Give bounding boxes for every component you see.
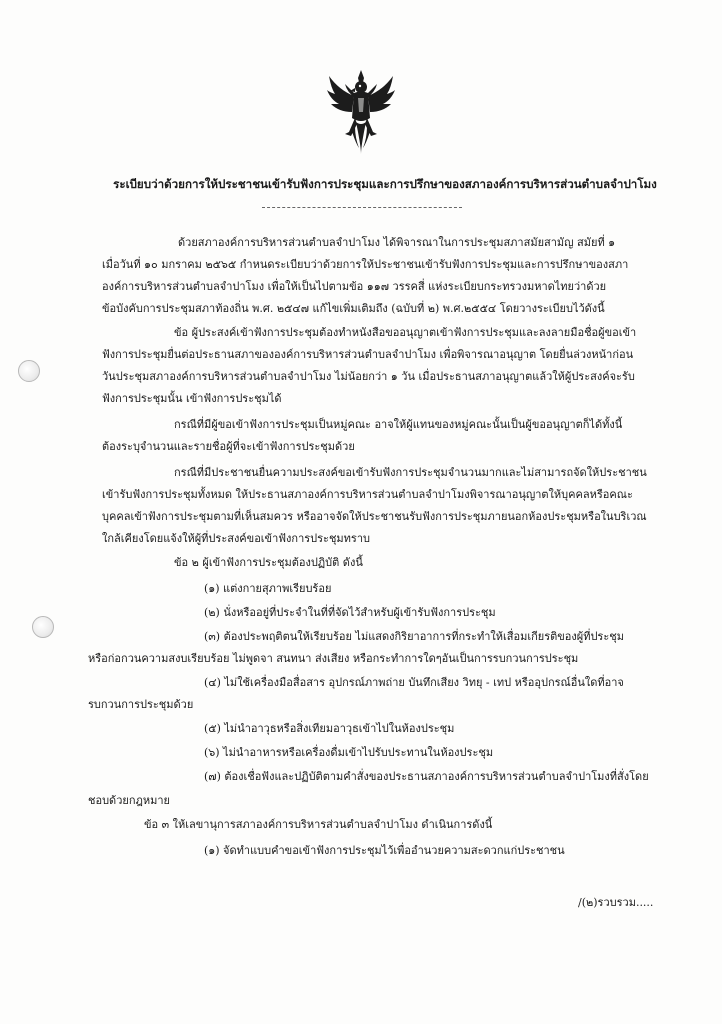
body-line: ฟังการประชุมยื่นต่อประธานสภาขององค์การบริหารส่วนตำบลจำปาโมง เพื่อพิจารณาอนุญาต โดยยื่นล่วงหน้าก่อน [102, 348, 634, 361]
body-line: ต้องระบุจำนวนและรายชื่อผู้ที่จะเข้าฟังการประชุมด้วย [102, 440, 355, 453]
punch-hole-bottom [32, 616, 54, 638]
body-line: วันประชุมสภาองค์การบริหารส่วนตำบลจำปาโมง ไม่น้อยกว่า ๑ วัน เมื่อประธานสภาอนุญาตแล้วให้ผู้ประสงค์จะรับ [102, 370, 635, 383]
body-line: ใกล้เคียงโดยแจ้งให้ผู้ที่ประสงค์ขอเข้าฟังการประชุมทราบ [102, 532, 370, 545]
section-heading: ข้อ ๒ ผู้เข้าฟังการประชุมต้องปฏิบัติ ดังนี้ [174, 556, 363, 569]
garuda-emblem [325, 68, 397, 158]
body-line: รบกวนการประชุมด้วย [88, 698, 194, 711]
title-divider [262, 207, 462, 208]
body-line: องค์การบริหารส่วนตำบลจำปาโมง เพื่อให้เป็นไปตามข้อ ๑๑๗ วรรคสี่ แห่งระเบียบกระทรวงมหาดไทยว่าด้วย [102, 280, 607, 293]
page-continuation: /(๒)รวบรวม..... [578, 896, 654, 909]
body-line: บุคคลเข้าฟังการประชุมตามที่เห็นสมควร หรืออาจจัดให้ประชาชนรับฟังการประชุมภายนอกห้องประชุมหรือในบริเวณ [102, 510, 647, 523]
body-line: หรือก่อกวนความสงบเรียบร้อย ไม่พูดจา สนทนา ส่งเสียง หรือกระทำการใดๆอันเป็นการรบกวนการประชุม [88, 652, 579, 665]
body-line: ข้อบังคับการประชุมสภาท้องถิ่น พ.ศ. ๒๕๔๗ แก้ไขเพิ่มเติมถึง (ฉบับที่ ๒) พ.ศ.๒๕๕๔ โดยวางระเบียบไว้ดังนี้ [102, 302, 605, 315]
list-item: (๕) ไม่นำอาวุธหรือสิ่งเทียมอาวุธเข้าไปในห้องประชุม [204, 722, 455, 735]
body-line: กรณีที่มีประชาชนยื่นความประสงค์ขอเข้ารับฟังการประชุมจำนวนมากและไม่สามารถจัดให้ประชาชน [174, 466, 647, 479]
body-line: เข้ารับฟังการประชุมทั้งหมด ให้ประธานสภาองค์การบริหารส่วนตำบลจำปาโมงพิจารณาอนุญาตให้บุคคลหรือคณะ [102, 488, 633, 501]
body-line: ด้วยสภาองค์การบริหารส่วนตำบลจำปาโมง ได้พิจารณาในการประชุมสภาสมัยสามัญ สมัยที่ ๑ [178, 236, 616, 249]
punch-hole-top [18, 360, 40, 382]
list-item: (๓) ต้องประพฤติตนให้เรียบร้อย ไม่แสดงกิริยาอาการที่กระทำให้เสื่อมเกียรติของผู้ที่ประชุม [204, 630, 624, 643]
body-line: ชอบด้วยกฎหมาย [88, 794, 170, 807]
body-line: เมื่อวันที่ ๑๐ มกราคม ๒๕๖๕ กำหนดระเบียบว่าด้วยการให้ประชาชนเข้ารับฟังการประชุมและการปรึกษาของสภา [102, 258, 629, 271]
body-line: กรณีที่มีผู้ขอเข้าฟังการประชุมเป็นหมู่คณะ อาจให้ผู้แทนของหมู่คณะนั้นเป็นผู้ขออนุญาตก็ได้ทั้งนี้ [174, 418, 623, 431]
list-item: (๖) ไม่นำอาหารหรือเครื่องดื่มเข้าไปรับประทานในห้องประชุม [204, 746, 494, 759]
list-item: (๑) แต่งกายสุภาพเรียบร้อย [204, 582, 332, 595]
list-item: (๒) นั่งหรืออยู่ที่ประจำในที่ที่จัดไว้สำหรับผู้เข้ารับฟังการประชุม [204, 606, 496, 619]
list-item: (๔) ไม่ใช้เครื่องมือสื่อสาร อุปกรณ์ภาพถ่าย บันทึกเสียง วิทยุ - เทป หรืออุปกรณ์อื่นใดที่อาจ [204, 676, 624, 689]
section-heading: ข้อ ๓ ให้เลขานุการสภาองค์การบริหารส่วนตำบลจำปาโมง ดำเนินการดังนี้ [144, 818, 493, 831]
list-item: (๗) ต้องเชื่อฟังและปฏิบัติตามคำสั่งของประธานสภาองค์การบริหารส่วนตำบลจำปาโมงที่สั่งโดย [204, 770, 649, 783]
body-line: ข้อ ผู้ประสงค์เข้าฟังการประชุมต้องทำหนังสือขออนุญาตเข้าฟังการประชุมและลงลายมือชื่อผู้ขอเข้า [174, 326, 637, 339]
document-title: ระเบียบว่าด้วยการให้ประชาชนเข้ารับฟังการประชุมและการปรึกษาของสภาองค์การบริหารส่วนตำบลจำปาโมง [113, 177, 657, 191]
list-item: (๑) จัดทำแบบคำขอเข้าฟังการประชุมไว้เพื่ออำนวยความสะดวกแก่ประชาชน [204, 844, 565, 857]
body-line: ฟังการประชุมนั้น เข้าฟังการประชุมได้ [102, 392, 282, 405]
